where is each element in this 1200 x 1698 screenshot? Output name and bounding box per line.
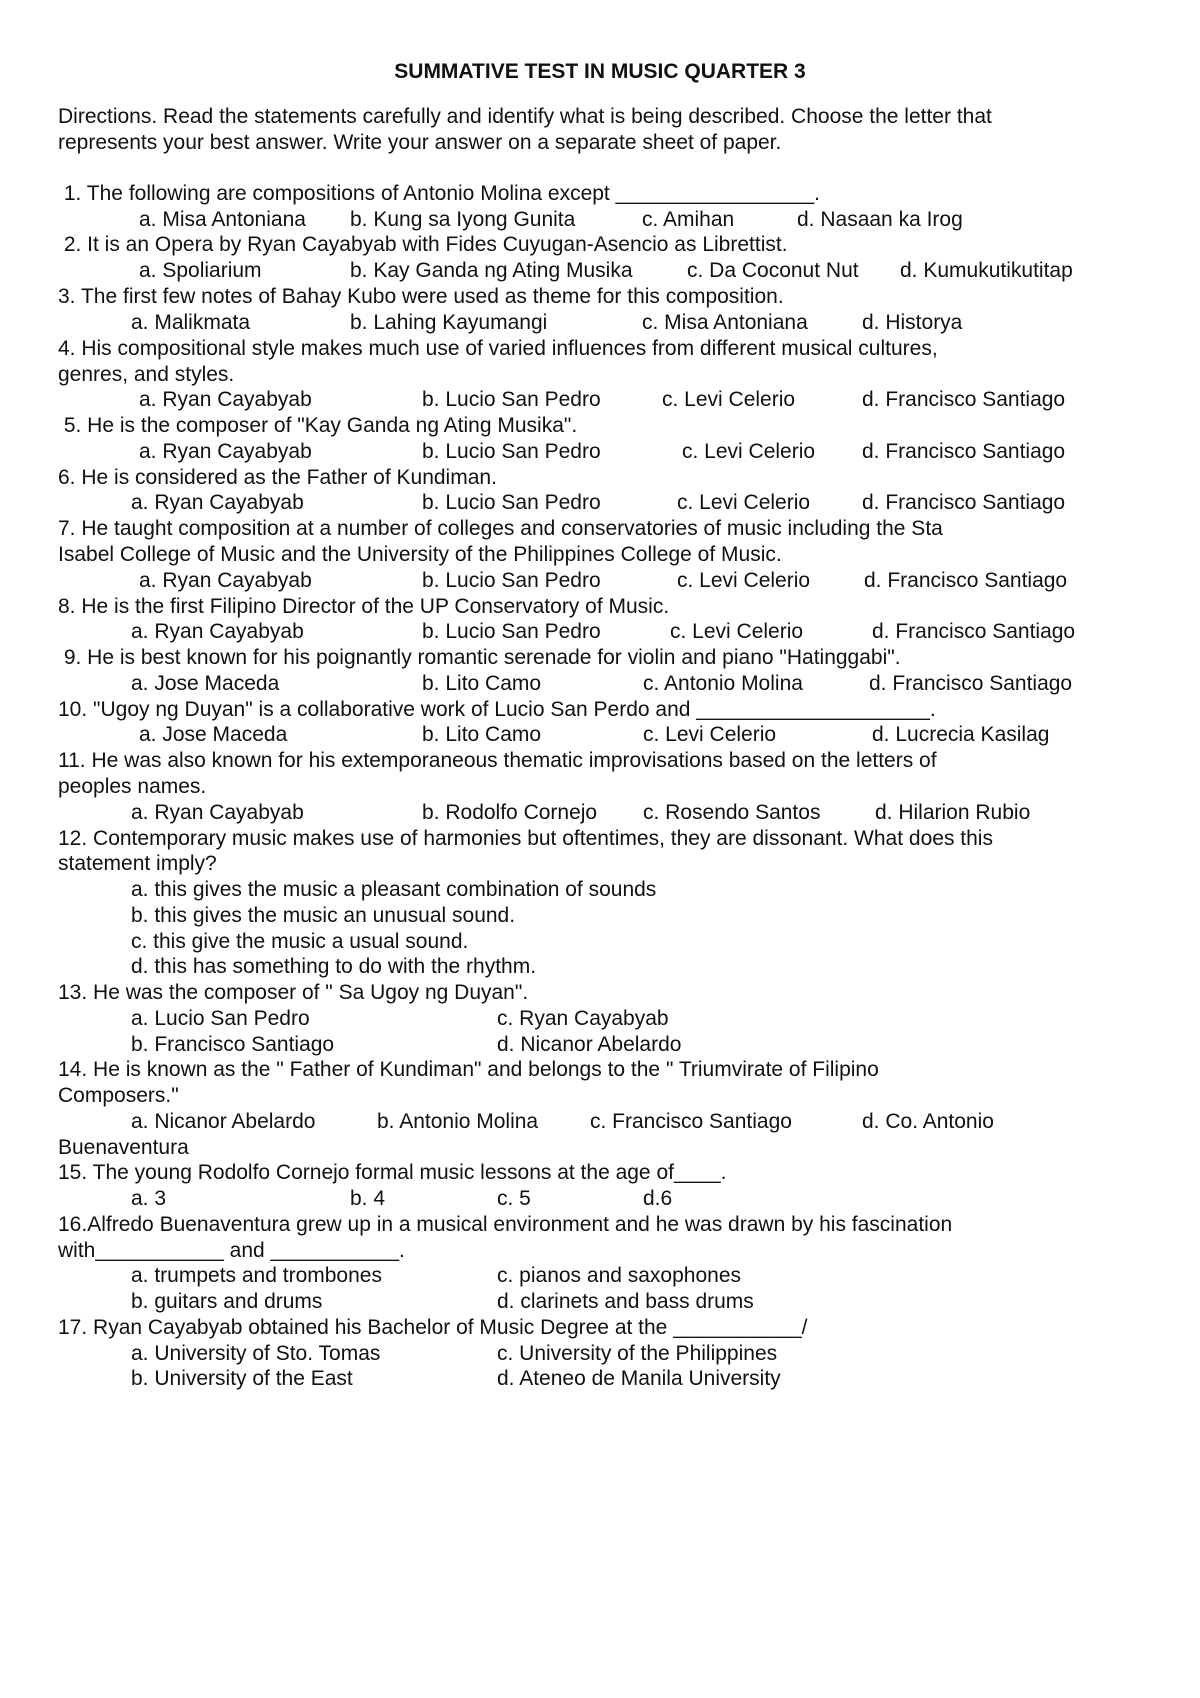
question-15: 15. The young Rodolfo Cornejo formal music lessons at the age of____. [58, 1161, 727, 1184]
q11-option-d: d. Hilarion Rubio [875, 801, 1031, 824]
q2-option-b: b. Kay Ganda ng Ating Musika [350, 259, 633, 282]
q1-option-a: a. Misa Antoniana [139, 208, 306, 231]
q14-option-a: a. Nicanor Abelardo [131, 1110, 316, 1133]
question-4-line-1: 4. His compositional style makes much use of varied influences from different musical cultures, [58, 337, 938, 360]
q15-option-a: a. 3 [131, 1187, 167, 1210]
q3-option-b: b. Lahing Kayumangi [350, 311, 548, 334]
question-8: 8. He is the first Filipino Director of the UP Conservatory of Music. [58, 595, 670, 618]
q6-option-c: c. Levi Celerio [677, 491, 811, 514]
q9-option-a: a. Jose Maceda [131, 672, 280, 695]
question-11-line-1: 11. He was also known for his extemporaneous thematic improvisations based on the letters of [58, 749, 937, 772]
question-14-option-d-continued: Buenaventura [58, 1136, 189, 1159]
q15-option-d: d.6 [643, 1187, 673, 1210]
q10-option-b: b. Lito Camo [422, 723, 542, 746]
q8-option-a: a. Ryan Cayabyab [131, 620, 304, 643]
q8-option-c: c. Levi Celerio [670, 620, 804, 643]
q8-option-b: b. Lucio San Pedro [422, 620, 601, 643]
q14-option-c: c. Francisco Santiago [590, 1110, 792, 1133]
question-3: 3. The first few notes of Bahay Kubo were used as theme for this composition. [58, 285, 784, 308]
q4-option-b: b. Lucio San Pedro [422, 388, 601, 411]
q5-option-b: b. Lucio San Pedro [422, 440, 601, 463]
q4-option-a: a. Ryan Cayabyab [139, 388, 312, 411]
q3-option-d: d. Historya [862, 311, 963, 334]
q17-option-c: c. University of the Philippines [497, 1342, 778, 1365]
q5-option-c: c. Levi Celerio [682, 440, 816, 463]
q5-option-d: d. Francisco Santiago [862, 440, 1066, 463]
q17-option-b: b. University of the East [131, 1367, 353, 1390]
q3-option-a: a. Malikmata [131, 311, 251, 334]
q13-option-b: b. Francisco Santiago [131, 1033, 335, 1056]
q3-option-c: c. Misa Antoniana [642, 311, 808, 334]
q16-option-c: c. pianos and saxophones [497, 1264, 742, 1287]
q2-option-d: d. Kumukutikutitap [900, 259, 1073, 282]
q17-option-a: a. University of Sto. Tomas [131, 1342, 381, 1365]
q16-option-d: d. clarinets and bass drums [497, 1290, 754, 1313]
q10-option-d: d. Lucrecia Kasilag [872, 723, 1050, 746]
question-10: 10. "Ugoy ng Duyan" is a collaborative work of Lucio San Perdo and ____________________. [58, 698, 936, 721]
page-title: SUMMATIVE TEST IN MUSIC QUARTER 3 [394, 60, 806, 83]
question-6: 6. He is considered as the Father of Kundiman. [58, 466, 497, 489]
q4-option-c: c. Levi Celerio [662, 388, 796, 411]
q16-option-a: a. trumpets and trombones [131, 1264, 382, 1287]
q2-option-a: a. Spoliarium [139, 259, 262, 282]
q12-option-c: c. this give the music a usual sound. [131, 930, 469, 953]
question-1: 1. The following are compositions of Antonio Molina except _________________. [58, 182, 820, 205]
q7-option-a: a. Ryan Cayabyab [139, 569, 312, 592]
q6-option-a: a. Ryan Cayabyab [131, 491, 304, 514]
question-12-line-1: 12. Contemporary music makes use of harmonies but oftentimes, they are dissonant. What does this [58, 827, 993, 850]
q9-option-b: b. Lito Camo [422, 672, 542, 695]
q15-option-b: b. 4 [350, 1187, 386, 1210]
question-16-line-1: 16.Alfredo Buenaventura grew up in a musical environment and he was drawn by his fascination [58, 1213, 953, 1236]
q11-option-a: a. Ryan Cayabyab [131, 801, 304, 824]
q7-option-c: c. Levi Celerio [677, 569, 811, 592]
q5-option-a: a. Ryan Cayabyab [139, 440, 312, 463]
question-12-line-2: statement imply? [58, 852, 217, 875]
question-16-line-2: with___________ and ___________. [58, 1239, 405, 1262]
q12-option-b: b. this gives the music an unusual sound. [131, 904, 516, 927]
q12-option-a: a. this gives the music a pleasant combination of sounds [131, 878, 657, 901]
q13-option-d: d. Nicanor Abelardo [497, 1033, 682, 1056]
q1-option-b: b. Kung sa Iyong Gunita [350, 208, 576, 231]
q11-option-c: c. Rosendo Santos [643, 801, 821, 824]
q1-option-c: c. Amihan [642, 208, 735, 231]
q6-option-d: d. Francisco Santiago [862, 491, 1066, 514]
q16-option-b: b. guitars and drums [131, 1290, 323, 1313]
question-7-line-1: 7. He taught composition at a number of colleges and conservatories of music including the Sta [58, 517, 943, 540]
q12-option-d: d. this has something to do with the rhythm. [131, 955, 537, 978]
question-14-line-1: 14. He is known as the " Father of Kundiman" and belongs to the " Triumvirate of Filipino [58, 1058, 879, 1081]
question-13: 13. He was the composer of " Sa Ugoy ng Duyan". [58, 981, 529, 1004]
q17-option-d: d. Ateneo de Manila University [497, 1367, 781, 1390]
q6-option-b: b. Lucio San Pedro [422, 491, 601, 514]
q14-option-d: d. Co. Antonio [862, 1110, 994, 1133]
question-5: 5. He is the composer of "Kay Ganda ng Ating Musika". [58, 414, 578, 437]
question-11-line-2: peoples names. [58, 775, 207, 798]
q10-option-c: c. Levi Celerio [643, 723, 777, 746]
q13-option-a: a. Lucio San Pedro [131, 1007, 310, 1030]
question-14-line-2: Composers." [58, 1084, 179, 1107]
question-7-line-2: Isabel College of Music and the University of the Philippines College of Music. [58, 543, 782, 566]
q4-option-d: d. Francisco Santiago [862, 388, 1066, 411]
q7-option-d: d. Francisco Santiago [864, 569, 1068, 592]
q2-option-c: c. Da Coconut Nut [687, 259, 859, 282]
q9-option-d: d. Francisco Santiago [869, 672, 1073, 695]
q13-option-c: c. Ryan Cayabyab [497, 1007, 669, 1030]
q7-option-b: b. Lucio San Pedro [422, 569, 601, 592]
q15-option-c: c. 5 [497, 1187, 531, 1210]
q14-option-b: b. Antonio Molina [377, 1110, 539, 1133]
q8-option-d: d. Francisco Santiago [872, 620, 1076, 643]
directions-line-1: Directions. Read the statements carefully and identify what is being described. Choose the letter that [58, 105, 992, 128]
question-4-line-2: genres, and styles. [58, 363, 235, 386]
q11-option-b: b. Rodolfo Cornejo [422, 801, 598, 824]
question-17: 17. Ryan Cayabyab obtained his Bachelor of Music Degree at the ___________/ [58, 1316, 808, 1339]
q1-option-d: d. Nasaan ka Irog [797, 208, 963, 231]
q9-option-c: c. Antonio Molina [643, 672, 803, 695]
directions-line-2: represents your best answer. Write your answer on a separate sheet of paper. [58, 131, 782, 154]
question-2: 2. It is an Opera by Ryan Cayabyab with Fides Cuyugan-Asencio as Librettist. [58, 233, 788, 256]
question-9: 9. He is best known for his poignantly romantic serenade for violin and piano "Hatinggabi". [58, 646, 901, 669]
q10-option-a: a. Jose Maceda [139, 723, 288, 746]
